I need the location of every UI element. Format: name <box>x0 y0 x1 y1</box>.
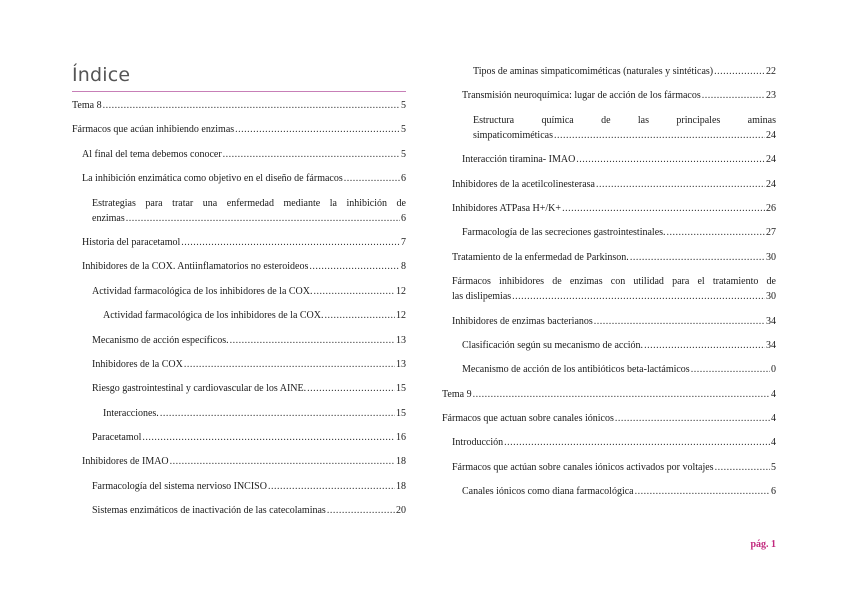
dot-leader <box>327 503 395 518</box>
toc-entry[interactable] <box>72 171 406 186</box>
toc-entry[interactable] <box>72 503 406 518</box>
toc-entry[interactable] <box>442 460 776 475</box>
dot-leader <box>615 411 770 426</box>
toc-page-number: 5 <box>401 148 406 160</box>
dot-leader <box>307 381 395 396</box>
toc-entry-text: Inhibidores de IMAO <box>82 456 169 468</box>
toc-entry[interactable] <box>72 147 406 162</box>
toc-entry[interactable] <box>72 406 406 421</box>
toc-page-number: 6 <box>771 486 776 498</box>
toc-page-number: 12 <box>396 285 406 297</box>
toc-page-number: 24 <box>766 154 776 166</box>
toc-page-number: 0 <box>771 364 776 376</box>
toc-entry[interactable] <box>442 88 776 103</box>
dot-leader <box>344 171 400 186</box>
dot-leader <box>230 333 395 348</box>
toc-entry-text: Fármacos inhibidores de enzimas con utilidad para el tratamiento de <box>452 276 776 288</box>
dot-leader <box>644 338 765 353</box>
toc-page-number: 27 <box>766 227 776 239</box>
dot-leader <box>103 98 400 113</box>
toc-entry[interactable] <box>442 152 776 167</box>
toc-entry-text: Introducción <box>452 437 504 449</box>
toc-entry[interactable] <box>442 387 776 402</box>
toc-entry-text: Paracetamol <box>92 432 142 444</box>
dot-leader <box>325 308 396 323</box>
dot-leader <box>235 122 400 137</box>
toc-entry-text: Fármacos que actúan sobre canales iónicos activados por voltajes <box>452 461 714 473</box>
toc-right-column <box>442 64 776 509</box>
toc-entry-text: Canales iónicos como diana farmacológica <box>462 486 634 498</box>
dot-leader <box>170 454 395 469</box>
toc-entry-text: Historia del paracetamol <box>82 236 181 248</box>
toc-entry[interactable] <box>442 274 776 304</box>
toc-page-number: 8 <box>401 261 406 273</box>
toc-entry[interactable] <box>442 250 776 265</box>
toc-entry-text: Actividad farmacológica de los inhibidores de la COX. <box>103 310 324 322</box>
toc-entry-text: Interacciones. <box>103 407 159 419</box>
toc-entry[interactable] <box>72 196 406 226</box>
toc-entry-text: Inhibidores de la COX. Antiinflamatorios no esteroideos <box>82 261 309 273</box>
toc-page-number: 6 <box>401 212 406 224</box>
toc-page-number: 34 <box>766 339 776 351</box>
toc-page-number: 18 <box>396 456 406 468</box>
toc-entry[interactable] <box>72 430 406 445</box>
toc-page-number: 30 <box>766 251 776 263</box>
toc-entry[interactable] <box>72 284 406 299</box>
toc-entry-text: Fármacos que acúan inhibiendo enzimas <box>72 124 235 136</box>
dot-leader <box>714 64 765 79</box>
dot-leader <box>473 387 770 402</box>
toc-entry[interactable] <box>72 381 406 396</box>
toc-entry[interactable] <box>442 435 776 450</box>
dot-leader <box>562 201 765 216</box>
toc-page-number: 30 <box>766 291 776 303</box>
toc-entry-text: Inhibidores de la acetilcolinesterasa <box>452 178 595 190</box>
toc-page-number: 12 <box>396 310 406 322</box>
toc-entry-text: Tipos de aminas simpaticomiméticas (naturales y sintéticas) <box>473 66 714 77</box>
dot-leader <box>554 128 765 143</box>
toc-page-number: 4 <box>771 437 776 449</box>
dot-leader <box>126 211 400 226</box>
toc-entry-text-continued: simpaticomiméticas <box>473 129 553 141</box>
toc-page-number: 15 <box>396 407 406 419</box>
toc-entry[interactable] <box>442 201 776 216</box>
toc-page-number: 13 <box>396 334 406 346</box>
dot-leader <box>596 177 765 192</box>
toc-entry[interactable] <box>72 259 406 274</box>
toc-entry[interactable] <box>72 122 406 137</box>
toc-entry[interactable] <box>442 411 776 426</box>
toc-entry-text: Transmisión neuroquímica: lugar de acción de los fármacos <box>462 90 701 102</box>
toc-entry[interactable] <box>72 235 406 250</box>
toc-page-number: 13 <box>396 358 406 370</box>
toc-page-number: 24 <box>766 178 776 190</box>
dot-leader <box>630 250 765 265</box>
dot-leader <box>504 435 770 450</box>
toc-entry[interactable] <box>442 484 776 499</box>
dot-leader <box>309 259 400 274</box>
toc-entry-text-continued: las dislipemias <box>452 291 512 303</box>
dot-leader <box>142 430 395 445</box>
toc-entry-text: Fármacos que actuan sobre canales iónicos <box>442 413 614 425</box>
toc-page-number: 16 <box>396 432 406 444</box>
toc-entry[interactable] <box>442 177 776 192</box>
toc-entry[interactable] <box>72 98 406 113</box>
toc-entry[interactable] <box>442 314 776 329</box>
dot-leader <box>576 152 765 167</box>
dot-leader <box>512 289 765 304</box>
toc-page-number: 34 <box>766 315 776 327</box>
toc-left-column <box>72 98 406 528</box>
toc-entry-text: Al final del tema debemos conocer <box>82 148 222 160</box>
toc-entry-text: Tema 9 <box>442 388 472 400</box>
toc-entry-text: Mecanismo de acción de los antibióticos beta-lactámicos <box>462 364 690 376</box>
toc-page-number: 24 <box>766 129 776 141</box>
toc-page-number: 4 <box>771 413 776 425</box>
toc-entry-text: Inhibidores de la COX <box>92 358 183 370</box>
toc-page-number: 18 <box>396 480 406 492</box>
toc-entry-text-continued: enzimas <box>92 212 125 224</box>
toc-entry-text: Tratamiento de la enfermedad de Parkinson. <box>452 251 629 263</box>
toc-entry[interactable] <box>72 308 406 323</box>
toc-entry-text: Tema 8 <box>72 100 102 111</box>
toc-entry[interactable] <box>442 362 776 377</box>
toc-page-number: 6 <box>401 173 406 185</box>
toc-page-number: 23 <box>766 90 776 102</box>
toc-entry-text: Actividad farmacológica de los inhibidores de la COX. <box>92 285 313 297</box>
toc-entry-text: Clasificación según su mecanismo de acción. <box>462 339 644 351</box>
toc-page-number: 20 <box>396 505 406 517</box>
toc-page-number: 5 <box>401 100 406 111</box>
toc-page-number: 22 <box>766 66 776 77</box>
dot-leader <box>268 479 395 494</box>
dot-leader <box>667 225 765 240</box>
dot-leader <box>184 357 395 372</box>
toc-entry[interactable] <box>72 479 406 494</box>
dot-leader <box>715 460 770 475</box>
dot-leader <box>160 406 395 421</box>
toc-entry-text: Interacción tiramina- IMAO <box>462 154 576 166</box>
dot-leader <box>635 484 770 499</box>
toc-entry[interactable] <box>442 338 776 353</box>
toc-entry[interactable] <box>442 225 776 240</box>
page-number: pág. 1 <box>750 539 776 550</box>
toc-entry-text: Farmacología de las secreciones gastrointestinales. <box>462 227 666 239</box>
toc-entry-text: Farmacología del sistema nervioso INCISO <box>92 480 267 492</box>
dot-leader <box>594 314 765 329</box>
toc-page-number: 15 <box>396 383 406 395</box>
toc-entry-text: La inhibición enzimática como objetivo en el diseño de fármacos <box>82 173 343 185</box>
dot-leader <box>702 88 765 103</box>
toc-entry[interactable] <box>72 454 406 469</box>
index-title: Índice <box>72 64 131 86</box>
toc-entry-text: Sistemas enzimáticos de inactivación de las catecolaminas <box>92 505 326 517</box>
toc-entry[interactable] <box>442 113 776 143</box>
toc-page-number: 5 <box>401 124 406 136</box>
toc-entry-text: Inhibidores de enzimas bacterianos <box>452 315 593 327</box>
toc-page-number: 5 <box>771 461 776 473</box>
title-underline <box>72 91 406 92</box>
toc-entry-text: Riesgo gastrointestinal y cardiovascular de los AINE. <box>92 383 307 395</box>
toc-entry[interactable] <box>442 64 776 79</box>
dot-leader <box>314 284 396 299</box>
toc-entry-text: Inhibidores ATPasa H+/K+ <box>452 202 562 214</box>
dot-leader <box>181 235 400 250</box>
toc-page-number: 4 <box>771 388 776 400</box>
toc-entry[interactable] <box>72 333 406 348</box>
dot-leader <box>223 147 400 162</box>
toc-entry-text: Mecanismo de acción específicos. <box>92 334 229 346</box>
toc-entry-text: Estrategias para tratar una enfermedad mediante la inhibición de <box>92 197 406 209</box>
toc-page-number: 26 <box>766 202 776 214</box>
toc-entry-text: Estructura química de las principales aminas <box>473 114 776 126</box>
dot-leader <box>691 362 770 377</box>
toc-entry[interactable] <box>72 357 406 372</box>
toc-page-number: 7 <box>401 236 406 248</box>
